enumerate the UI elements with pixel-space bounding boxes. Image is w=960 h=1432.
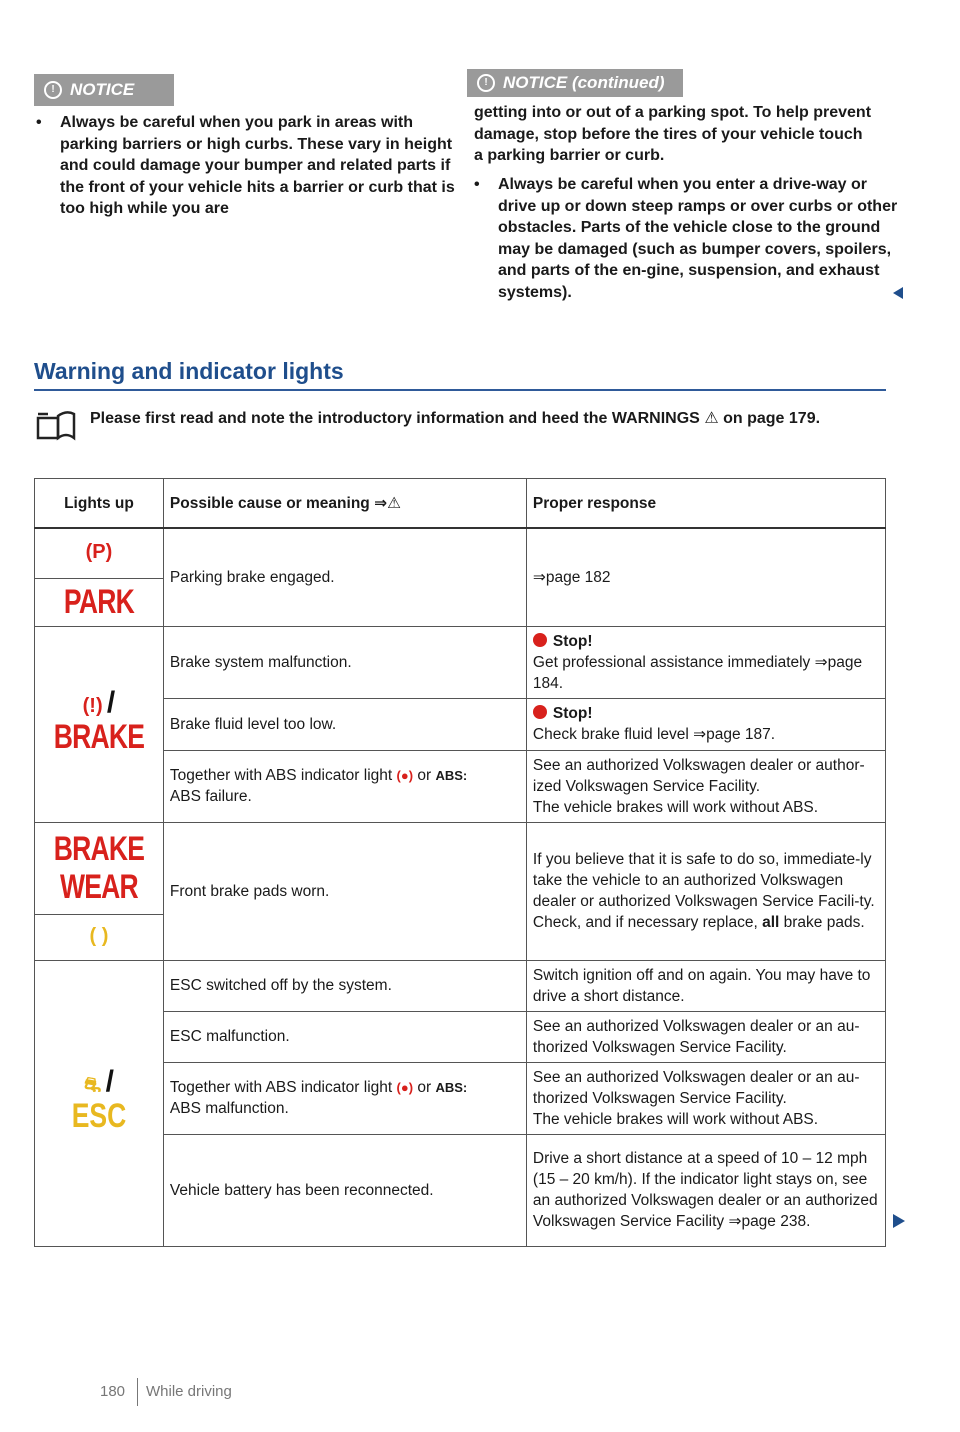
brake3-response <box>526 750 885 822</box>
footer-section: While driving <box>146 1383 232 1400</box>
wear-symbol-cell <box>35 914 164 960</box>
park-word-cell <box>35 578 164 626</box>
slash: / <box>105 1065 114 1098</box>
slash: / <box>106 686 116 719</box>
wear-response-b: brake pads. <box>783 914 865 931</box>
parking-brake-icon: (P) <box>85 541 113 564</box>
brake-pad-wear-icon: ( ) <box>89 925 109 947</box>
brake2-response-text: Check brake fluid level ⇒page 187. <box>532 726 776 743</box>
page-number: 180 <box>100 1383 126 1400</box>
intro <box>34 408 886 447</box>
brake3-cause-or: or <box>417 767 432 784</box>
brake2-stop: Stop! <box>552 705 593 722</box>
brake-warning-icon: (!) <box>82 695 103 717</box>
header-cause <box>163 479 526 529</box>
esc3-cause-or: or <box>417 1079 432 1096</box>
brake1-cause: Brake system malfunction. <box>163 626 526 698</box>
stop-icon <box>533 633 547 647</box>
stop-icon <box>533 705 547 719</box>
esc1-cause: ESC switched off by the system. <box>163 960 526 1011</box>
notice-icon: ! <box>477 74 495 92</box>
notice-title-right: NOTICE (continued) <box>503 73 665 92</box>
header-response: Proper response <box>526 479 885 529</box>
esc2-response: See an authorized Volkswagen dealer or an au-thorized Volkswagen Service Facility. <box>526 1011 885 1062</box>
brake3-cause-abs: ABS: <box>435 768 468 783</box>
abs-icon: (●) <box>396 768 414 783</box>
esc3-response <box>526 1062 885 1134</box>
brake1-stop: Stop! <box>552 632 593 650</box>
wear-response-all: all <box>762 914 780 931</box>
section-title: Warning and indicator lights <box>34 358 886 391</box>
notice-icon: ! <box>44 81 62 99</box>
notice-header-right <box>467 69 683 97</box>
esc-word-icon: ESC <box>71 1097 127 1135</box>
warning-icon: ⚠ <box>704 410 719 427</box>
esc2-cause: ESC malfunction. <box>163 1011 526 1062</box>
notice-right-text-2: • Always be careful when you enter a drive-way or drive up or down steep ramps or over curbs or other obstacles. Parts of the vehicle close to the ground may be damaged (such as bumper covers, spoilers, and parts of the en-gine, suspension, and exhaust systems). <box>474 174 898 303</box>
warning-icon: ⚠ <box>387 494 401 512</box>
esc-icon: ⛐ <box>83 1074 102 1096</box>
esc3-response-a: See an authorized Volkswagen dealer or an au-thorized Volkswagen Service Facility. <box>532 1068 860 1107</box>
notice-left-text: • Always be careful when you park in areas with parking barriers or high curbs. These vary in height and could damage your bumper and related parts if the front of your vehicle hits a barrier or curb that is too high while you are <box>36 112 460 220</box>
brake2-cause: Brake fluid level too low. <box>163 698 526 750</box>
esc1-response: Switch ignition off and on again. You may have to drive a short distance. <box>526 960 885 1011</box>
brake-wear-word-2: WEAR <box>59 868 138 906</box>
esc3-cause-abs: ABS: <box>435 1080 468 1095</box>
intro-text <box>90 408 870 430</box>
esc-symbol-cell <box>35 960 164 1246</box>
esc4-cause: Vehicle battery has been reconnected. <box>163 1134 526 1246</box>
header-lights: Lights up <box>35 479 164 529</box>
brake-word-icon: BRAKE <box>53 718 145 756</box>
continued-arrow-icon <box>893 1214 905 1228</box>
esc3-cause-b: ABS malfunction. <box>169 1100 289 1117</box>
brake1-response <box>526 626 885 698</box>
park-cause: Parking brake engaged. <box>163 528 526 626</box>
intro-text-b: on page 179. <box>723 410 821 427</box>
brake3-cause <box>163 750 526 822</box>
end-of-section-icon <box>893 287 903 299</box>
table-row <box>35 528 886 578</box>
wear-response-a: If you believe that it is safe to do so, immediate-ly take the vehicle to an authorized Volkswagen dealer or authorized Volkswagen Service Facili-ty. Check, and if necessary replace, <box>532 851 875 931</box>
wear-response <box>526 822 885 960</box>
brake3-cause-b: ABS failure. <box>169 788 252 805</box>
lights-table <box>34 478 886 1247</box>
footer-divider <box>137 1378 138 1406</box>
brake3-response-b: The vehicle brakes will work without ABS. <box>532 798 819 816</box>
esc4-response: Drive a short distance at a speed of 10 – 12 mph (15 – 20 km/h). If the indicator light stays on, see an authorized Volkswagen dealer or an authorized Volkswagen Service Facility ⇒page 238. <box>526 1134 885 1246</box>
brake-wear-word-1: BRAKE <box>53 830 145 868</box>
table-row <box>35 960 886 1011</box>
wear-cause: Front brake pads worn. <box>163 822 526 960</box>
header-cause-label: Possible cause or meaning ⇒ <box>169 494 388 512</box>
intro-text-a: Please first read and note the introductory information and heed the WARNINGS <box>90 410 700 427</box>
notice-title-left: NOTICE <box>70 80 135 99</box>
brake3-cause-a: Together with ABS indicator light <box>169 767 393 784</box>
brake3-response-a: See an authorized Volkswagen dealer or author-ized Volkswagen Service Facility. <box>532 756 865 795</box>
esc3-cause-a: Together with ABS indicator light <box>169 1079 393 1096</box>
esc3-cause <box>163 1062 526 1134</box>
park-word-icon: PARK <box>63 583 134 621</box>
brake2-response <box>526 698 885 750</box>
book-icon <box>34 408 90 447</box>
abs-icon: (●) <box>396 1080 414 1095</box>
esc3-response-b: The vehicle brakes will work without ABS. <box>532 1110 819 1128</box>
table-row <box>35 626 886 698</box>
brake-symbol-cell <box>35 626 164 822</box>
brake1-response-text: Get professional assistance immediately ⇒page 184. <box>532 653 863 692</box>
park-symbol-cell <box>35 528 164 578</box>
park-response: ⇒page 182 <box>526 528 885 626</box>
table-row <box>35 822 886 914</box>
notice-right-text-1: getting into or out of a parking spot. To help prevent damage, stop before the tires of your vehicle touch a parking barrier or curb. <box>474 104 872 164</box>
notice-header-left <box>34 74 174 106</box>
brake-wear-symbol-cell <box>35 822 164 914</box>
